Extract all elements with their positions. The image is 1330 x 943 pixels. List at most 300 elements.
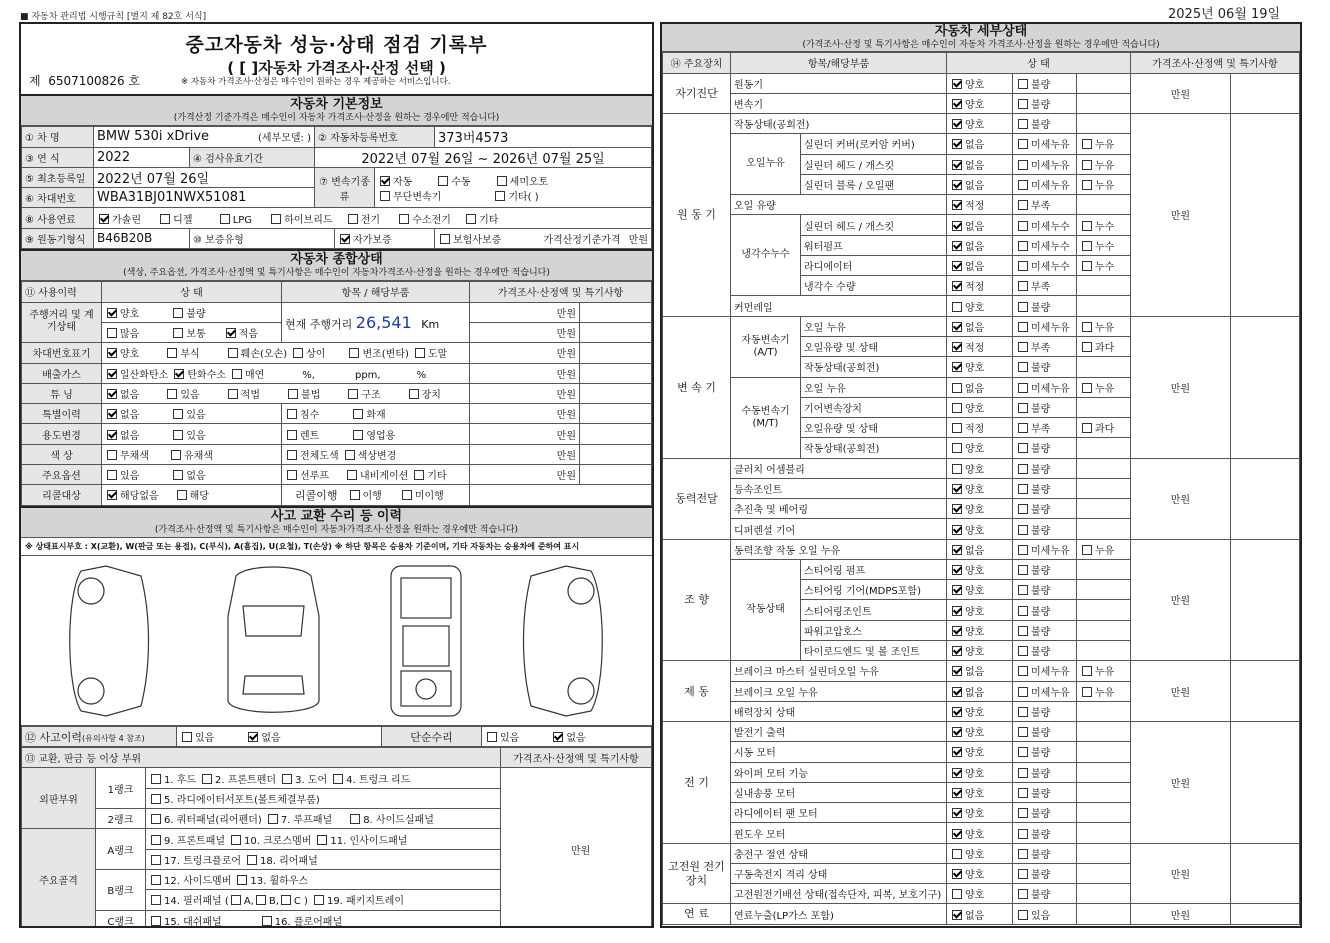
detail-item-label: 추진축 및 베어링 [731, 499, 947, 519]
state-checkbox-14-1[interactable] [1018, 342, 1028, 352]
price-base: 보험사보증 가격산정기준가격 만원 [435, 228, 652, 248]
state-checkbox-8-2[interactable] [1082, 221, 1092, 231]
state-checkbox-13-0[interactable] [952, 322, 962, 332]
trans-etc-checkbox[interactable] [495, 191, 505, 201]
state-checkbox-41-0[interactable] [952, 889, 962, 899]
option-won: 만원 [470, 465, 580, 485]
state-label: 불량 [1031, 809, 1051, 821]
state-cell [1077, 803, 1131, 823]
radiator-support-checkbox[interactable] [151, 794, 161, 804]
mileage-many-checkbox[interactable] [107, 328, 117, 338]
state-label: 적정 [965, 343, 985, 355]
state-checkbox-21-1[interactable] [1018, 484, 1028, 494]
state-cell [947, 722, 1013, 742]
state-label: 없음 [965, 667, 985, 679]
state-checkbox-2-0[interactable] [952, 99, 962, 109]
state-checkbox-23-0[interactable] [952, 525, 962, 535]
color-achrom-checkbox[interactable] [107, 450, 117, 460]
state-label: 부족 [1031, 424, 1051, 436]
detail-header-item: 항목/해당부품 [731, 53, 947, 73]
vin-rust-checkbox[interactable] [167, 348, 177, 358]
mileage-bad-checkbox[interactable] [173, 308, 183, 318]
state-checkbox-25-0[interactable] [952, 565, 962, 575]
detail-item-label: 실내송풍 모터 [731, 782, 947, 802]
state-cell [1013, 195, 1077, 215]
accident-history-table: ⑫ 사고이력(유의사항 4 참조) 있음 없음 단순수리 있음 없음 [21, 726, 652, 747]
option-no-checkbox[interactable] [173, 470, 183, 480]
fuel-hydrogen-checkbox[interactable] [399, 214, 409, 224]
state-cell [1013, 843, 1077, 863]
tuning-yes-checkbox[interactable] [167, 389, 177, 399]
state-cell [1077, 154, 1131, 174]
emission-co-checkbox[interactable] [107, 369, 117, 379]
state-checkbox-13-1[interactable] [1018, 322, 1028, 332]
state-cell [1013, 235, 1077, 255]
state-checkbox-15-1[interactable] [1018, 362, 1028, 372]
state-checkbox-26-1[interactable] [1018, 585, 1028, 595]
state-checkbox-31-0[interactable] [952, 687, 962, 697]
tuning-label: 튜 닝 [22, 383, 102, 403]
state-checkbox-8-1[interactable] [1018, 221, 1028, 231]
fuel-diesel-checkbox[interactable] [160, 214, 170, 224]
fuel-gasoline-checkbox[interactable] [99, 214, 109, 224]
state-checkbox-29-0[interactable] [952, 646, 962, 656]
detail-item-label: 오일유량 및 상태 [801, 337, 947, 357]
tuning-none-checkbox[interactable] [107, 389, 117, 399]
state-label: 누수 [1095, 262, 1115, 274]
state-label: 불량 [1031, 566, 1051, 578]
recall-none-checkbox[interactable] [107, 490, 117, 500]
usage-yes-checkbox[interactable] [173, 430, 183, 440]
state-cell [1077, 762, 1131, 782]
state-checkbox-18-2[interactable] [1082, 423, 1092, 433]
hood-checkbox[interactable] [151, 774, 161, 784]
state-cell [1013, 114, 1077, 134]
car-left-side [70, 566, 149, 716]
state-checkbox-16-0[interactable] [952, 383, 962, 393]
simple-yes-checkbox[interactable] [487, 732, 497, 742]
state-cell [947, 154, 1013, 174]
state-cell [1077, 93, 1131, 113]
inside-panel-checkbox[interactable] [317, 835, 327, 845]
rankA-label: A랭크 [96, 829, 146, 870]
device-group-label: 자기진단 [663, 73, 731, 114]
quarter-panel-checkbox[interactable] [151, 814, 161, 824]
state-label: 없음 [965, 687, 985, 699]
pillar-a-checkbox[interactable] [231, 895, 241, 905]
state-cell [1077, 863, 1131, 883]
special-flood-checkbox[interactable] [287, 409, 297, 419]
warranty-self-checkbox[interactable] [340, 234, 350, 244]
state-checkbox-5-1[interactable] [1018, 160, 1028, 170]
state-checkbox-10-0[interactable] [952, 261, 962, 271]
state-checkbox-5-0[interactable] [952, 160, 962, 170]
state-label: 미세누유 [1031, 160, 1070, 172]
state-cell [1013, 93, 1077, 113]
state-label: 미세누수 [1031, 221, 1070, 233]
state-checkbox-6-2[interactable] [1082, 180, 1092, 190]
option-nav-checkbox[interactable] [347, 470, 357, 480]
submodel: (세부모델: ) [258, 133, 311, 145]
fuel-lpg-checkbox[interactable] [220, 214, 230, 224]
front-fender-checkbox[interactable] [202, 774, 212, 784]
inspect-label: ④ 검사유효기간 [190, 147, 315, 167]
vin-damage-checkbox[interactable] [228, 348, 238, 358]
state-checkbox-5-2[interactable] [1082, 160, 1092, 170]
state-checkbox-31-1[interactable] [1018, 687, 1028, 697]
state-checkbox-28-1[interactable] [1018, 626, 1028, 636]
state-checkbox-6-1[interactable] [1018, 180, 1028, 190]
pillar-b-checkbox[interactable] [256, 895, 266, 905]
state-checkbox-26-0[interactable] [952, 585, 962, 595]
state-checkbox-19-0[interactable] [952, 443, 962, 453]
state-checkbox-40-0[interactable] [952, 869, 962, 879]
trans-cvt-checkbox[interactable] [380, 191, 390, 201]
accident-yes-checkbox[interactable] [182, 732, 192, 742]
pillar-c-checkbox[interactable] [281, 895, 291, 905]
accident-legend: ※ 상태표시부호 : X(교환), W(판금 또는 용접), C(부식), A(흠집), U(요철), T(손상) ※ 하단 항목은 승용차 기준이며, 기타 자동차는 승용차에 준하여 표시 [21, 538, 652, 556]
state-checkbox-29-1[interactable] [1018, 646, 1028, 656]
detail-item-label: 라디에이터 [801, 255, 947, 275]
state-label: 불량 [1031, 444, 1051, 456]
state-checkbox-36-0[interactable] [952, 788, 962, 798]
option-label: 주요옵션 [22, 465, 102, 485]
mileage-good-checkbox[interactable] [107, 308, 117, 318]
state-checkbox-3-0[interactable] [952, 119, 962, 129]
trans-label: ⑦ 변속기종류 [315, 167, 375, 208]
state-checkbox-19-1[interactable] [1018, 443, 1028, 453]
state-label: 불량 [1031, 363, 1051, 375]
car-diagram-svg [21, 556, 652, 726]
state-checkbox-31-2[interactable] [1082, 687, 1092, 697]
option-etc-checkbox[interactable] [414, 470, 424, 480]
note-cell [1231, 114, 1300, 317]
state-cell [947, 681, 1013, 701]
detail-item-label: 오일 누유 [801, 377, 947, 397]
state-checkbox-41-1[interactable] [1018, 889, 1028, 899]
state-checkbox-32-1[interactable] [1018, 707, 1028, 717]
trans-manual-checkbox[interactable] [438, 176, 448, 186]
form-header [21, 24, 652, 94]
state-checkbox-12-0[interactable] [952, 302, 962, 312]
state-checkbox-13-2[interactable] [1082, 322, 1092, 332]
mileage-low-checkbox[interactable] [226, 328, 236, 338]
state-checkbox-16-1[interactable] [1018, 383, 1028, 393]
state-checkbox-7-0[interactable] [952, 200, 962, 210]
state-checkbox-23-1[interactable] [1018, 525, 1028, 535]
state-checkbox-30-1[interactable] [1018, 666, 1028, 676]
detail-row [663, 904, 1300, 924]
state-cell [1077, 782, 1131, 802]
state-checkbox-25-1[interactable] [1018, 565, 1028, 575]
detail-row [663, 661, 1300, 681]
trunk-floor-checkbox[interactable] [151, 855, 161, 865]
state-cell [1013, 580, 1077, 600]
fuel-etc-checkbox[interactable] [466, 214, 476, 224]
state-cell [1013, 377, 1077, 397]
state-label: 불량 [1031, 464, 1051, 476]
state-label: 불량 [1031, 829, 1051, 841]
state-checkbox-33-1[interactable] [1018, 727, 1028, 737]
front-panel-checkbox[interactable] [151, 835, 161, 845]
state-cell [1077, 215, 1131, 235]
state-cell [1013, 640, 1077, 660]
state-cell [1077, 722, 1131, 742]
state-label: 누유 [1095, 140, 1115, 152]
usage-none-checkbox[interactable] [107, 430, 117, 440]
state-checkbox-10-1[interactable] [1018, 261, 1028, 271]
state-checkbox-38-0[interactable] [952, 829, 962, 839]
state-label: 누수 [1095, 241, 1115, 253]
state-label: 없음 [965, 383, 985, 395]
state-cell [1013, 701, 1077, 721]
color-change-checkbox[interactable] [345, 450, 355, 460]
floor-panel-checkbox[interactable] [262, 916, 272, 926]
car-top-view [228, 567, 319, 712]
state-checkbox-24-1[interactable] [1018, 545, 1028, 555]
state-label: 양호 [965, 444, 985, 456]
state-label: 불량 [1031, 707, 1051, 719]
state-checkbox-39-0[interactable] [952, 849, 962, 859]
state-checkbox-18-0[interactable] [952, 423, 962, 433]
state-cell [1013, 803, 1077, 823]
state-checkbox-42-1[interactable] [1018, 910, 1028, 920]
roof-panel-checkbox[interactable] [268, 814, 278, 824]
state-checkbox-38-1[interactable] [1018, 829, 1028, 839]
state-label: 불량 [1031, 626, 1051, 638]
option-sunroof-checkbox[interactable] [287, 470, 297, 480]
fuel-electric-checkbox[interactable] [348, 214, 358, 224]
trans-semi-checkbox[interactable] [497, 176, 507, 186]
state-checkbox-18-1[interactable] [1018, 423, 1028, 433]
state-checkbox-32-0[interactable] [952, 707, 962, 717]
trunk-lid-checkbox[interactable] [333, 774, 343, 784]
package-tray-checkbox[interactable] [314, 895, 324, 905]
state-label: 불량 [1031, 728, 1051, 740]
state-checkbox-40-1[interactable] [1018, 869, 1028, 879]
state-label: 불량 [1031, 505, 1051, 517]
state-cell [1077, 681, 1131, 701]
tuning-legal-checkbox[interactable] [228, 389, 238, 399]
state-checkbox-35-1[interactable] [1018, 768, 1028, 778]
rear-panel-checkbox[interactable] [247, 855, 257, 865]
inspect-period: 2022년 07월 26일 ~ 2026년 07월 25일 [315, 147, 652, 167]
state-checkbox-28-0[interactable] [952, 626, 962, 636]
state-label: 양호 [965, 748, 985, 760]
wheel-house-checkbox[interactable] [237, 875, 247, 885]
state-checkbox-20-1[interactable] [1018, 464, 1028, 474]
detail-item-label: 배력장치 상태 [731, 701, 947, 721]
door-checkbox[interactable] [282, 774, 292, 784]
state-checkbox-2-1[interactable] [1018, 99, 1028, 109]
special-none-checkbox[interactable] [107, 409, 117, 419]
state-checkbox-9-2[interactable] [1082, 241, 1092, 251]
special-yes-checkbox[interactable] [173, 409, 183, 419]
state-checkbox-4-0[interactable] [952, 139, 962, 149]
state-checkbox-42-0[interactable] [952, 910, 962, 920]
state-checkbox-6-0[interactable] [952, 180, 962, 190]
option-yes-checkbox[interactable] [107, 470, 117, 480]
state-checkbox-15-0[interactable] [952, 362, 962, 372]
state-checkbox-37-0[interactable] [952, 808, 962, 818]
year: 2022 [94, 147, 190, 167]
state-checkbox-12-1[interactable] [1018, 302, 1028, 312]
state-checkbox-30-0[interactable] [952, 666, 962, 676]
color-full-checkbox[interactable] [287, 450, 297, 460]
vin: WBA31BJ01NWX51081 [94, 188, 315, 208]
state-checkbox-7-1[interactable] [1018, 200, 1028, 210]
detail-sub-label: 수동변속기 (M/T) [731, 377, 801, 458]
state-cell [1077, 174, 1131, 194]
state-label: 부족 [1031, 282, 1051, 294]
state-checkbox-22-1[interactable] [1018, 504, 1028, 514]
state-checkbox-4-2[interactable] [1082, 139, 1092, 149]
emission-hc-checkbox[interactable] [174, 369, 184, 379]
state-label: 양호 [965, 809, 985, 821]
special-fire-checkbox[interactable] [353, 409, 363, 419]
warranty-insurer-checkbox[interactable] [440, 234, 450, 244]
side-member-checkbox[interactable] [151, 875, 161, 885]
tuning-struct-checkbox[interactable] [348, 389, 358, 399]
state-checkbox-11-0[interactable] [952, 281, 962, 291]
state-checkbox-30-2[interactable] [1082, 666, 1092, 676]
state-checkbox-14-2[interactable] [1082, 342, 1092, 352]
state-checkbox-36-1[interactable] [1018, 788, 1028, 798]
usage-rent-checkbox[interactable] [287, 430, 297, 440]
state-checkbox-37-1[interactable] [1018, 808, 1028, 818]
state-cell [1077, 640, 1131, 660]
outer-label: 외판부위 [22, 768, 96, 829]
state-checkbox-16-2[interactable] [1082, 383, 1092, 393]
state-checkbox-33-0[interactable] [952, 727, 962, 737]
state-checkbox-1-1[interactable] [1018, 79, 1028, 89]
trans-auto-checkbox[interactable] [380, 176, 390, 186]
state-label: 미세누유 [1031, 667, 1070, 679]
dash-panel-checkbox[interactable] [151, 916, 161, 926]
recall-notdone-checkbox[interactable] [402, 490, 412, 500]
car-diagram [21, 556, 652, 726]
state-cell [947, 215, 1013, 235]
state-checkbox-9-0[interactable] [952, 241, 962, 251]
cross-member-checkbox[interactable] [231, 835, 241, 845]
tuning-illegal-checkbox[interactable] [288, 389, 298, 399]
state-checkbox-17-0[interactable] [952, 403, 962, 413]
state-cell [1077, 357, 1131, 377]
accident-no-checkbox[interactable] [248, 732, 258, 742]
mileage-normal-checkbox[interactable] [173, 328, 183, 338]
state-checkbox-9-1[interactable] [1018, 241, 1028, 251]
state-checkbox-17-1[interactable] [1018, 403, 1028, 413]
state-cell [1077, 620, 1131, 640]
state-checkbox-3-1[interactable] [1018, 119, 1028, 129]
state-checkbox-1-0[interactable] [952, 79, 962, 89]
car-name-label: ① 차 명 [22, 127, 94, 147]
detail-title: 자동차 세부상태 (가격조사·산정 및 특기사항은 매수인이 자동차 가격조사·산정을 원하는 경우에만 적습니다) [662, 24, 1300, 52]
state-cell [1013, 296, 1077, 316]
side-sill-checkbox[interactable] [350, 814, 360, 824]
state-checkbox-27-0[interactable] [952, 606, 962, 616]
accident-history-label: ⑫ 사고이력 [25, 730, 83, 744]
state-label: 없음 [965, 241, 985, 253]
recall-done-checkbox[interactable] [350, 490, 360, 500]
state-cell [1013, 397, 1077, 417]
detail-header-device: ⑭ 주요장치 [663, 53, 731, 73]
state-checkbox-21-0[interactable] [952, 484, 962, 494]
tuning-device-checkbox[interactable] [409, 389, 419, 399]
vin-smear-checkbox[interactable] [415, 348, 425, 358]
state-label: 없음 [965, 545, 985, 557]
state-cell [947, 174, 1013, 194]
mileage-won-2: 만원 [470, 322, 580, 342]
vin-mark-label: 차대번호표기 [22, 343, 102, 363]
state-cell [1013, 357, 1077, 377]
state-checkbox-8-0[interactable] [952, 221, 962, 231]
simple-no-checkbox[interactable] [553, 732, 563, 742]
usage-label: 용도변경 [22, 424, 102, 444]
detail-item-label: 발전기 출력 [731, 722, 947, 742]
state-label: 양호 [965, 707, 985, 719]
fuel-hybrid-checkbox[interactable] [271, 214, 281, 224]
detail-row [663, 114, 1300, 134]
state-label: 미세누유 [1031, 687, 1070, 699]
detail-item-label: 실린더 헤드 / 개스킷 [801, 215, 947, 235]
color-chrom-checkbox[interactable] [171, 450, 181, 460]
detail-item-label: 워터펌프 [801, 235, 947, 255]
state-checkbox-39-1[interactable] [1018, 849, 1028, 859]
state-checkbox-34-1[interactable] [1018, 747, 1028, 757]
emission-smoke-checkbox[interactable] [232, 369, 242, 379]
recall-yes-checkbox[interactable] [177, 490, 187, 500]
state-checkbox-14-0[interactable] [952, 342, 962, 352]
mileage-text: 현재 주행거리 [285, 317, 353, 331]
price-cell: 만원 [1131, 843, 1231, 904]
state-checkbox-11-1[interactable] [1018, 281, 1028, 291]
service-note: ※ 자동차 가격조사·산정은 매수인이 원하는 경우 제공하는 서비스입니다. [181, 77, 451, 87]
state-cell [1013, 418, 1077, 438]
vin-alter-checkbox[interactable] [349, 348, 359, 358]
state-label: 양호 [965, 120, 985, 132]
state-cell [1013, 134, 1077, 154]
state-label: 불량 [1031, 870, 1051, 882]
device-group-label: 전 기 [663, 722, 731, 844]
state-cell [947, 255, 1013, 275]
state-checkbox-24-0[interactable] [952, 545, 962, 555]
vin-diff-checkbox[interactable] [293, 348, 303, 358]
state-cell [1077, 661, 1131, 681]
mileage-value: 26,541 [355, 312, 412, 332]
state-checkbox-4-1[interactable] [1018, 139, 1028, 149]
state-checkbox-20-0[interactable] [952, 464, 962, 474]
state-checkbox-10-2[interactable] [1082, 261, 1092, 271]
state-cell [1077, 296, 1131, 316]
state-cell [1077, 337, 1131, 357]
state-cell [1013, 316, 1077, 336]
state-label: 미세누유 [1031, 322, 1070, 334]
state-label: 불량 [1031, 525, 1051, 537]
state-checkbox-27-1[interactable] [1018, 606, 1028, 616]
pillar-panel-checkbox[interactable] [151, 895, 161, 905]
state-label: 누유 [1095, 667, 1115, 679]
state-checkbox-34-0[interactable] [952, 747, 962, 757]
state-cell [947, 458, 1013, 478]
state-cell [1013, 782, 1077, 802]
state-checkbox-22-0[interactable] [952, 504, 962, 514]
usage-biz-checkbox[interactable] [353, 430, 363, 440]
state-checkbox-35-0[interactable] [952, 768, 962, 778]
state-cell [1013, 722, 1077, 742]
vin-good-checkbox[interactable] [107, 348, 117, 358]
state-checkbox-24-2[interactable] [1082, 545, 1092, 555]
